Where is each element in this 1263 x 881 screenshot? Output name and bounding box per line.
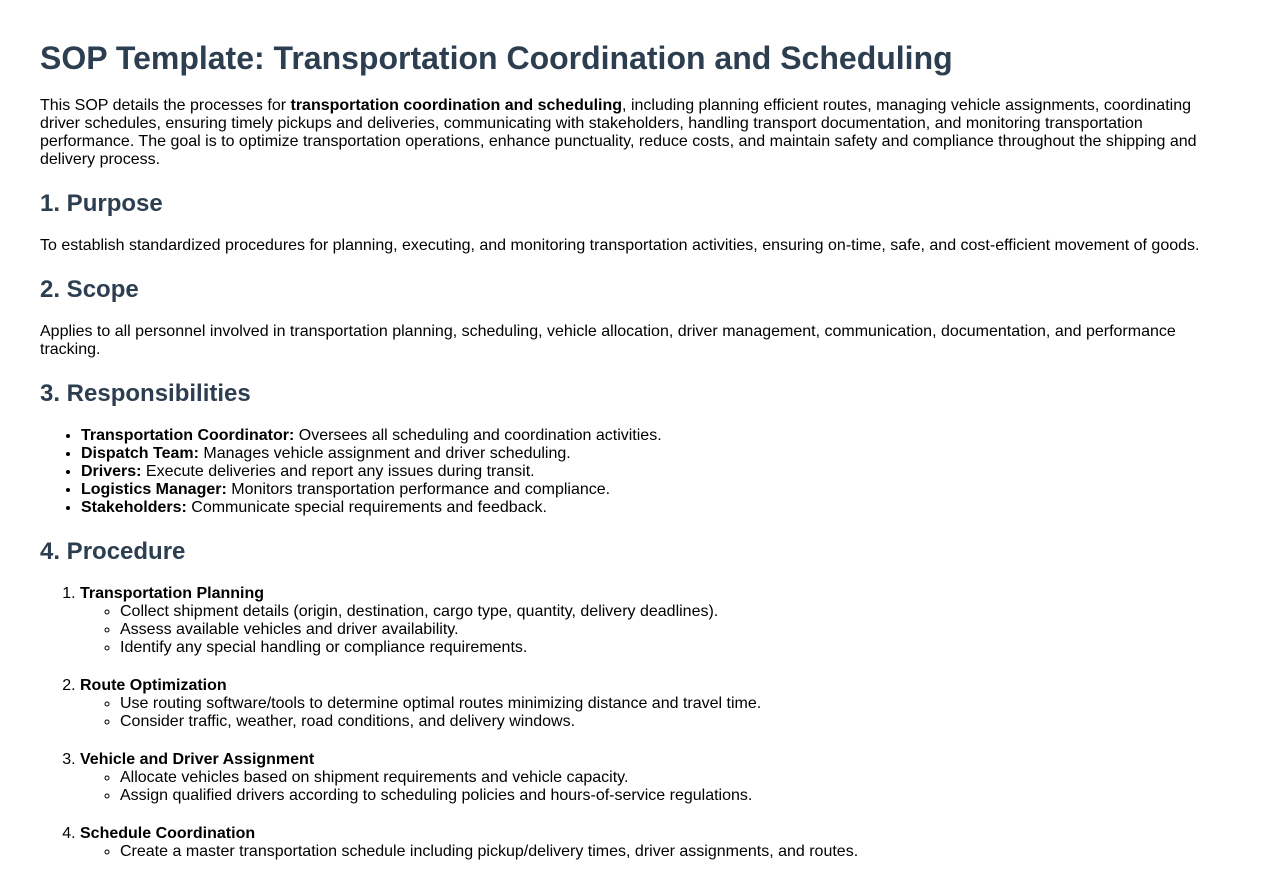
- intro-text-bold: transportation coordination and scheduling: [290, 97, 623, 114]
- intro-text-after: , including planning efficient routes, managing vehicle assignments, coordinating driver schedules, ensuring timely pickups and deliveries, communicating with stakeholders, handling transport documentation, and monitoring transportation performance. The goal is to optimize transportation operations, enhance punctuality, reduce costs, and maintain safety and compliance throughout the shipping and delivery process.: [40, 97, 1197, 168]
- responsibility-desc: Oversees all scheduling and coordination activities.: [294, 427, 662, 444]
- substep-item: ◦ Consider traffic, weather, road conditions, and delivery windows.: [120, 713, 1180, 731]
- substep-item: ◦ Create a master transportation schedule including pickup/delivery times, driver assignments, and routes.: [120, 843, 1180, 861]
- intro-text-before: This SOP details the processes for: [40, 97, 291, 114]
- substep-item: ◦ Collect shipment details (origin, destination, cargo type, quantity, delivery deadlines).: [120, 603, 1180, 621]
- responsibility-item: [81, 499, 662, 517]
- step-substeps: [80, 603, 1180, 657]
- procedure-step: [80, 825, 1180, 861]
- responsibility-role: Stakeholders:: [81, 499, 187, 516]
- substep-item: ◦ Assess available vehicles and driver availability.: [120, 621, 1180, 639]
- responsibility-item: [81, 427, 662, 445]
- scope-heading: 2. Scope: [40, 276, 139, 303]
- step-title: Route Optimization: [80, 677, 227, 694]
- step-title: Schedule Coordination: [80, 825, 256, 842]
- substep-item: ◦ Use routing software/tools to determine optimal routes minimizing distance and travel time.: [120, 695, 1180, 713]
- procedure-step: [80, 677, 1180, 731]
- responsibility-item: [81, 481, 662, 499]
- responsibility-desc: Execute deliveries and report any issues during transit.: [141, 463, 535, 480]
- substep-item: ◦ Identify any special handling or compliance requirements.: [120, 639, 1180, 657]
- procedure-step: [80, 585, 1180, 657]
- procedure-step: [80, 751, 1180, 805]
- procedure-steps: [40, 585, 1180, 881]
- responsibilities-list: [40, 427, 662, 517]
- step-title: Transportation Planning: [80, 585, 265, 602]
- intro-paragraph: [40, 97, 1205, 169]
- responsibility-role: Drivers:: [81, 463, 142, 480]
- responsibility-role: Transportation Coordinator:: [81, 427, 295, 444]
- step-substeps: [80, 769, 1180, 805]
- step-substeps: [80, 695, 1180, 731]
- purpose-heading: 1. Purpose: [40, 190, 163, 217]
- responsibility-desc: Monitors transportation performance and compliance.: [226, 481, 611, 498]
- procedure-heading: 4. Procedure: [40, 538, 186, 565]
- substep-item: ◦ Assign qualified drivers according to scheduling policies and hours-of-service regulations.: [120, 787, 1180, 805]
- step-substeps: [80, 843, 1180, 861]
- responsibility-item: [81, 445, 662, 463]
- scope-text: Applies to all personnel involved in transportation planning, scheduling, vehicle allocation, driver management, communication, documentation, and performance tracking.: [40, 323, 1176, 358]
- purpose-text: To establish standardized procedures for planning, executing, and monitoring transportation activities, ensuring on-time, safe, and cost-efficient movement of goods.: [40, 237, 1200, 254]
- step-title: Vehicle and Driver Assignment: [80, 751, 315, 768]
- responsibility-item: [81, 463, 662, 481]
- responsibility-desc: Manages vehicle assignment and driver scheduling.: [198, 445, 571, 462]
- responsibility-desc: Communicate special requirements and feedback.: [186, 499, 547, 516]
- responsibility-role: Logistics Manager:: [81, 481, 227, 498]
- substep-item: ◦ Allocate vehicles based on shipment requirements and vehicle capacity.: [120, 769, 1180, 787]
- page-title: SOP Template: Transportation Coordination and Scheduling: [40, 40, 953, 76]
- responsibilities-heading: 3. Responsibilities: [40, 380, 251, 407]
- responsibility-role: Dispatch Team:: [81, 445, 199, 462]
